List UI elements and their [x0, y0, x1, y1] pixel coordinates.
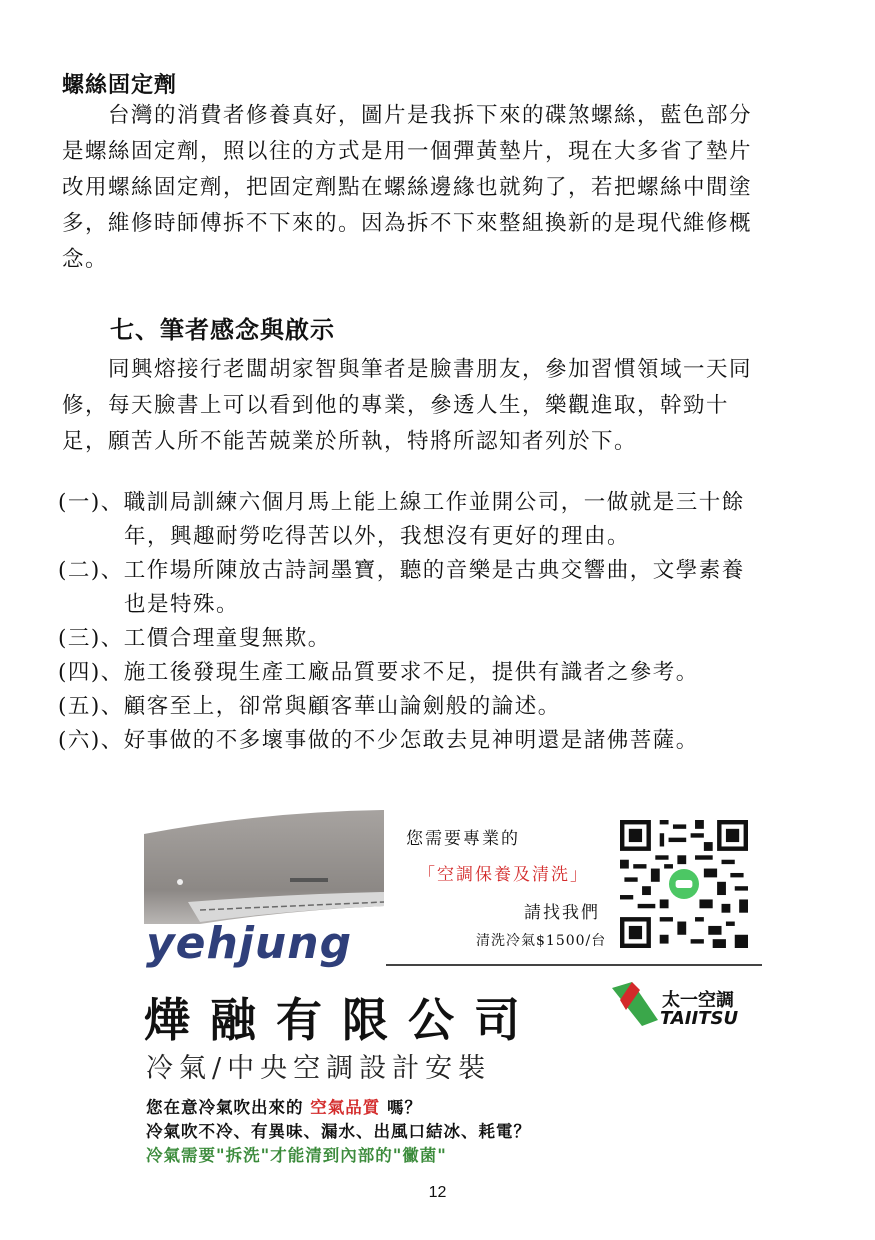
reflection-list	[58, 486, 818, 758]
ad-divider	[386, 964, 762, 966]
paragraph-screw-adhesive	[62, 98, 810, 278]
list-item: (五)、顧客至上，卻常與顧客華山論劍般的論述。	[58, 694, 561, 719]
paragraph-line: 修，每天臉書上可以看到他的專業，參透人生，樂觀進取，幹勁十	[62, 393, 730, 418]
section-heading-screw-adhesive: 螺絲固定劑	[62, 72, 178, 98]
ad-line-contact-us: 請找我們	[524, 903, 600, 923]
list-item: (一)、職訓局訓練六個月馬上能上線工作並開公司，一做就是三十餘 年，興趣耐勞吃得苦以外，我想沒有更好的理由。	[58, 490, 745, 549]
brand-script-logo: yehjung	[146, 918, 353, 969]
paragraph-line: 同興熔接行老闆胡家智與筆者是臉書朋友，參加習慣領域一天同	[108, 357, 753, 382]
ad-question-cleaning: 冷氣需要"拆洗"才能清到內部的"黴菌"	[146, 1146, 447, 1165]
paragraph-line: 足，願苦人所不能苦兢業於所執，特將所認知者列於下。	[62, 429, 638, 454]
paragraph-line: 念。	[62, 247, 109, 272]
air-conditioner-image	[140, 806, 390, 936]
list-item: (二)、工作場所陳放古詩詞墨寶，聽的音樂是古典交響曲，文學素養 也是特殊。	[58, 558, 745, 617]
ad-question-problems: 冷氣吹不冷、有異味、漏水、出風口結冰、耗電？	[146, 1122, 531, 1141]
logo-english: TAIITSU	[660, 1008, 739, 1029]
paragraph-line: 台灣的消費者修養真好，圖片是我拆下來的碟煞螺絲，藍色部分	[108, 103, 753, 128]
qr-code	[620, 820, 748, 948]
company-name: 燁融有限公司	[144, 993, 540, 1047]
list-item: (四)、施工後發現生產工廠品質要求不足，提供有識者之參考。	[58, 660, 699, 685]
ad-question-air-quality: 您在意冷氣吹出來的 空氣品質 嗎？	[146, 1098, 422, 1117]
ad-price: 清洗冷氣$1500/台	[476, 933, 607, 949]
logo-chinese: 太一空調	[662, 990, 734, 1011]
list-item: (六)、好事做的不多壞事做的不少怎敢去見神明還是諸佛菩薩。	[58, 728, 699, 753]
list-item: (三)、工價合理童叟無欺。	[58, 626, 331, 651]
ad-line-service: 「空調保養及清洗」	[418, 865, 589, 885]
taiitsu-logo-icon	[610, 980, 660, 1028]
paragraph-line: 是螺絲固定劑，照以往的方式是用一個彈黃墊片，現在大多省了墊片	[62, 139, 753, 164]
company-subtitle: 冷氣/中央空調設計安裝	[146, 1053, 492, 1084]
section-heading-reflections: 七、筆者感念與啟示	[110, 315, 335, 344]
paragraph-line: 改用螺絲固定劑，把固定劑點在螺絲邊緣也就夠了，若把螺絲中間塗	[62, 175, 753, 200]
paragraph-reflections	[62, 352, 810, 460]
advertisement	[110, 800, 765, 1175]
page-number: 12	[428, 1184, 447, 1201]
ad-line-need-professional: 您需要專業的	[406, 829, 520, 849]
paragraph-line: 多，維修時師傅拆不下來的。因為拆不下來整組換新的是現代維修概	[62, 211, 753, 236]
